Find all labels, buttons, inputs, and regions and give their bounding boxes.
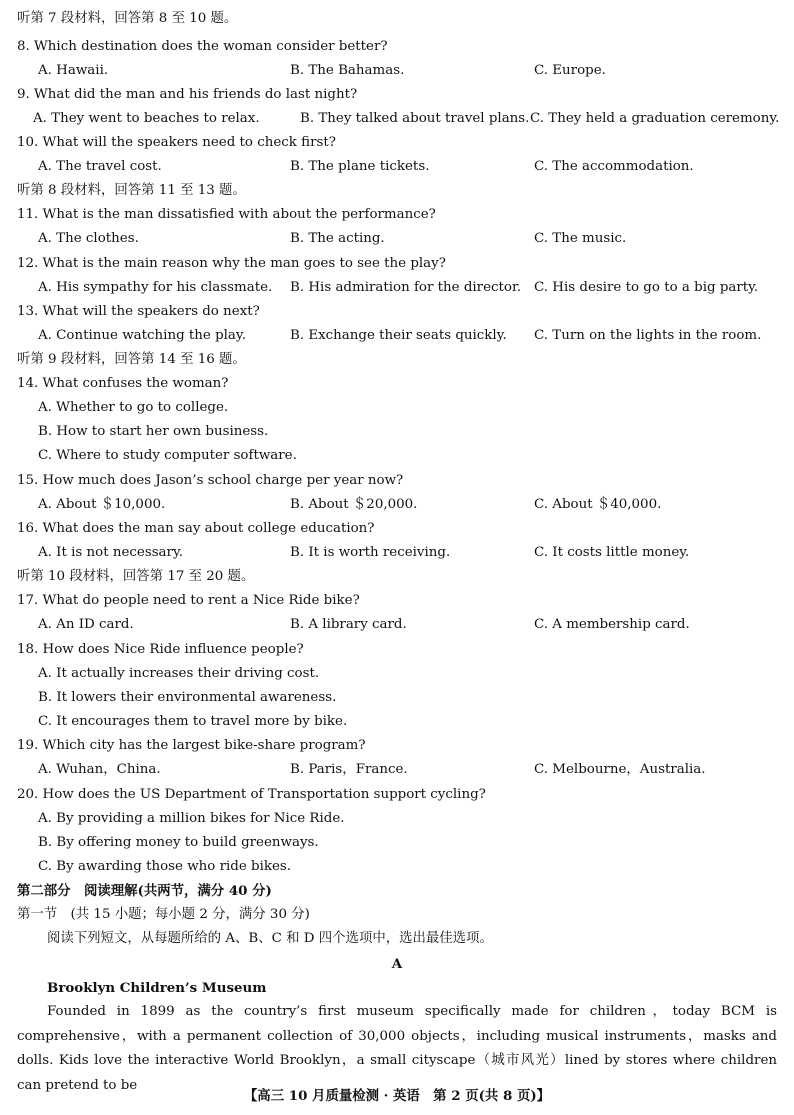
passage-title: Brooklyn Children’s Museum xyxy=(47,980,267,996)
option-11a: A. The clothes. xyxy=(38,231,139,246)
option-20b: B. By offering money to build greenways. xyxy=(38,835,319,850)
section-one-title: 第一节 (共 15 小题；每小题 2 分，满分 30 分) xyxy=(17,907,310,922)
option-12b: B. His admiration for the director. xyxy=(290,280,522,295)
option-12c: C. His desire to go to a big party. xyxy=(534,280,759,295)
passage-text: Founded in 1899 as the country’s first museum specifically made for children，today BCM is comprehensive，with a permanent collection of 30,000 objects，including musical instruments，masks and dolls. Kids love the interactive World Brooklyn，a small cityscape（城市风光）lined by stores where children can pretend to be xyxy=(17,1004,777,1093)
question-9: 9. What did the man and his friends do last night? xyxy=(17,87,358,102)
question-12: 12. What is the main reason why the man goes to see the play? xyxy=(17,256,446,271)
options-16 xyxy=(0,542,794,564)
section-header-10: 听第 10 段材料，回答第 17 至 20 题。 xyxy=(17,569,255,584)
option-16c: C. It costs little money. xyxy=(534,545,690,560)
question-17: 17. What do people need to rent a Nice Ride bike? xyxy=(17,593,360,608)
option-17c: C. A membership card. xyxy=(534,617,690,632)
option-11c: C. The music. xyxy=(534,231,627,246)
question-11: 11. What is the man dissatisfied with about the performance? xyxy=(17,207,436,222)
option-17a: A. An ID card. xyxy=(38,617,134,632)
option-8a: A. Hawaii. xyxy=(38,63,109,78)
option-16a: A. It is not necessary. xyxy=(38,545,183,560)
options-10 xyxy=(0,156,794,178)
option-20c: C. By awarding those who ride bikes. xyxy=(38,859,292,874)
question-13: 13. What will the speakers do next? xyxy=(17,304,260,319)
options-17 xyxy=(0,614,794,636)
question-19: 19. Which city has the largest bike-share program? xyxy=(17,738,366,753)
options-19 xyxy=(0,759,794,781)
section-header-8: 听第 8 段材料，回答第 11 至 13 题。 xyxy=(17,183,246,198)
option-12a: A. His sympathy for his classmate. xyxy=(38,280,273,295)
options-15 xyxy=(0,494,794,516)
section-header-7: 听第 7 段材料，回答第 8 至 10 题。 xyxy=(17,11,238,26)
option-19b: B. Paris，France. xyxy=(290,762,408,777)
question-20: 20. How does the US Department of Transportation support cycling? xyxy=(17,787,486,802)
question-14: 14. What confuses the woman? xyxy=(17,376,229,391)
option-15b: B. About ＄20,000. xyxy=(290,497,418,512)
options-9 xyxy=(0,108,794,130)
option-18c: C. It encourages them to travel more by bike. xyxy=(38,714,348,729)
options-8 xyxy=(0,60,794,82)
option-16b: B. It is worth receiving. xyxy=(290,545,451,560)
option-10a: A. The travel cost. xyxy=(38,159,162,174)
option-8b: B. The Bahamas. xyxy=(290,63,405,78)
option-17b: B. A library card. xyxy=(290,617,407,632)
options-11 xyxy=(0,228,794,250)
option-14a: A. Whether to go to college. xyxy=(38,400,229,415)
options-12 xyxy=(0,277,794,299)
option-18a: A. It actually increases their driving cost. xyxy=(38,666,320,681)
option-8c: C. Europe. xyxy=(534,63,606,78)
option-9c: C. They held a graduation ceremony. xyxy=(530,111,780,126)
option-13b: B. Exchange their seats quickly. xyxy=(290,328,507,343)
question-15: 15. How much does Jason’s school charge per year now? xyxy=(17,473,404,488)
question-10: 10. What will the speakers need to check first? xyxy=(17,135,336,150)
passage-body xyxy=(17,1000,777,1098)
options-13 xyxy=(0,325,794,347)
option-14b: B. How to start her own business. xyxy=(38,424,269,439)
option-15a: A. About ＄10,000. xyxy=(38,497,166,512)
reading-instruction: 阅读下列短文，从每题所给的 A、B、C 和 D 四个选项中，选出最佳选项。 xyxy=(47,931,493,946)
option-9b: B. They talked about travel plans. xyxy=(300,111,530,126)
question-16: 16. What does the man say about college education? xyxy=(17,521,375,536)
section-header-9: 听第 9 段材料，回答第 14 至 16 题。 xyxy=(17,352,246,367)
option-18b: B. It lowers their environmental awareness. xyxy=(38,690,337,705)
option-13c: C. Turn on the lights in the room. xyxy=(534,328,762,343)
passage-letter: A xyxy=(391,956,403,972)
option-10c: C. The accommodation. xyxy=(534,159,694,174)
option-20a: A. By providing a million bikes for Nice Ride. xyxy=(38,811,345,826)
question-18: 18. How does Nice Ride influence people? xyxy=(17,642,304,657)
option-9a: A. They went to beaches to relax. xyxy=(33,111,260,126)
option-19a: A. Wuhan，China. xyxy=(38,762,161,777)
option-13a: A. Continue watching the play. xyxy=(38,328,246,343)
question-8: 8. Which destination does the woman consider better? xyxy=(17,39,388,54)
option-10b: B. The plane tickets. xyxy=(290,159,430,174)
option-19c: C. Melbourne，Australia. xyxy=(534,762,706,777)
option-14c: C. Where to study computer software. xyxy=(38,448,297,463)
part-two-title: 第二部分 阅读理解(共两节，满分 40 分) xyxy=(17,883,272,899)
option-11b: B. The acting. xyxy=(290,231,385,246)
option-15c: C. About ＄40,000. xyxy=(534,497,662,512)
page-footer: 【高三 10 月质量检测 · 英语 第 2 页(共 8 页)】 xyxy=(243,1088,551,1104)
